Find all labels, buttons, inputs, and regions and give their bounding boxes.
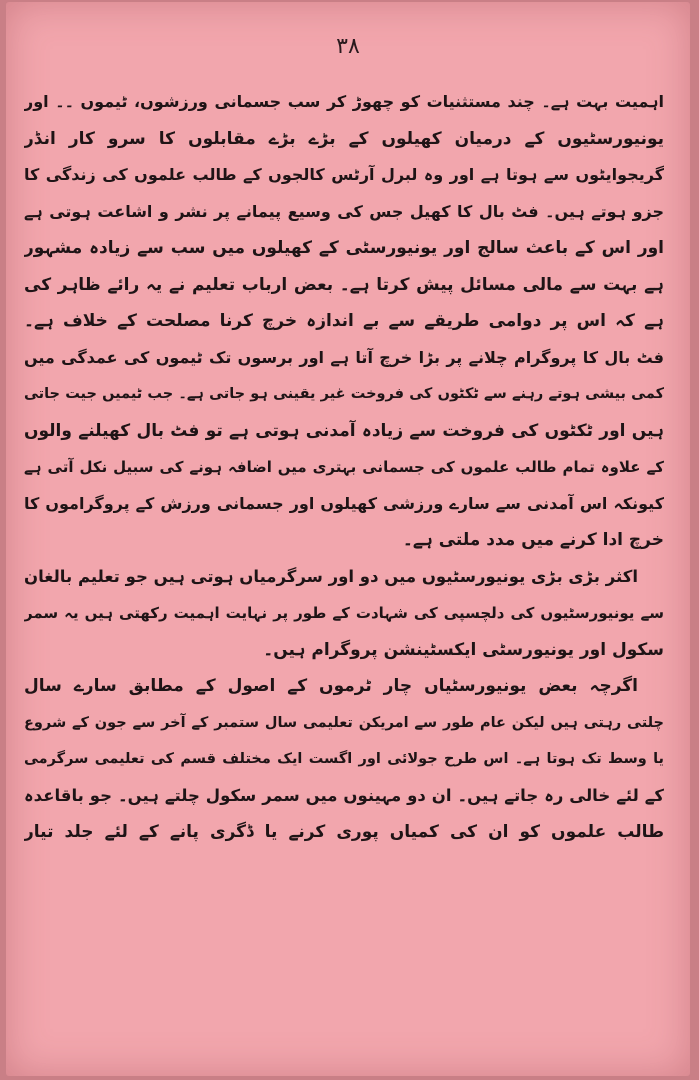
text-line: کیونکہ اس آمدنی سے سارے ورزشی کھیلوں اور جسمانی ورزش کے پروگراموں کا [24, 493, 664, 513]
text-line: فٹ بال کا پروگرام چلانے پر بڑا خرچ آتا ہے اور برسوں تک ٹیموں کی عمدگی میں [24, 347, 664, 367]
paragraph-start-line: اگرچہ بعض یونیورسٹیاں چار ٹرموں کے اصول کے مطابق سارے سال [24, 676, 638, 696]
page-number: ۳۸ [336, 34, 360, 59]
book-page [6, 2, 690, 1076]
paragraph-end-line: سکول اور یونیورسٹی ایکسٹینشن پروگرام ہیں۔ [263, 639, 664, 660]
text-line: اور اس کے باعث سالج اور یونیورسٹی کے کھیلوں میں سب سے زیادہ مشہور [24, 238, 664, 258]
text-line: کے علاوہ تمام طالب علموں کی جسمانی بہتری میں اضافہ ہونے کی سبیل نکل آتی ہے [24, 458, 664, 476]
text-line: کمی بیشی ہوتے رہنے سے ٹکٹوں کی فروخت غیر یقینی ہو جاتی ہے۔ جب ٹیمیں جیت جاتی [24, 386, 664, 402]
paragraph-end-line: خرچ ادا کرنے میں مدد ملتی ہے۔ [402, 530, 664, 550]
page-body [24, 84, 664, 851]
text-line: ہے کہ اس پر دوامی طریقے سے بے اندازہ خرچ کرنا مصلحت کے خلاف ہے۔ [24, 311, 664, 331]
text-line: طالب علموں کو ان کی کمیاں پوری کرنے یا ڈگری پانے کے لئے جلد تیار [24, 822, 664, 842]
text-line: جزو ہوتے ہیں۔ فٹ بال کا کھیل جس کی وسیع پیمانے پر نشر و اشاعت ہوتی ہے [24, 201, 664, 221]
text-line: سے یونیورسٹیوں کی دلچسپی کی شہادت کے طور پر نہایت اہمیت رکھتی ہیں یہ سمر [24, 604, 664, 622]
text-line: کے لئے خالی رہ جاتے ہیں۔ ان دو مہینوں میں سمر سکول چلتے ہیں۔ جو باقاعدہ [24, 785, 664, 805]
paragraph-start-line: اکثر بڑی بڑی یونیورسٹیوں میں دو اور سرگرمیاں ہوتی ہیں جو تعلیم بالغان [24, 566, 638, 586]
text-line: گریجوایٹوں سے ہوتا ہے اور وہ لبرل آرٹس کالجوں کے طالب علموں کی زندگی کا [24, 165, 664, 184]
text-line: اہمیت بہت ہے۔ چند مستثنیات کو چھوڑ کر سب جسمانی ورزشوں، ٹیموں ۔۔ اور [24, 92, 664, 111]
text-line: یونیورسٹیوں کے درمیان کھیلوں کے بڑے بڑے مقابلوں کا سرو کار انڈر [24, 128, 664, 149]
text-line: ہے بہت سے مالی مسائل پیش کرتا ہے۔ بعض ارباب تعلیم نے یہ رائے ظاہر کی [24, 274, 664, 295]
text-line: چلتی رہتی ہیں لیکن عام طور سے امریکن تعلیمی سال ستمبر کے آخر سے جون کے شروع [24, 714, 664, 731]
text-line: ہیں اور ٹکٹوں کی فروخت سے زیادہ آمدنی ہوتی ہے تو فٹ بال کھیلنے والوں [24, 420, 664, 441]
text-line: یا وسط تک ہوتا ہے۔ اس طرح جولائی اور اگست ایک مختلف قسم کی تعلیمی سرگرمی [24, 751, 664, 767]
